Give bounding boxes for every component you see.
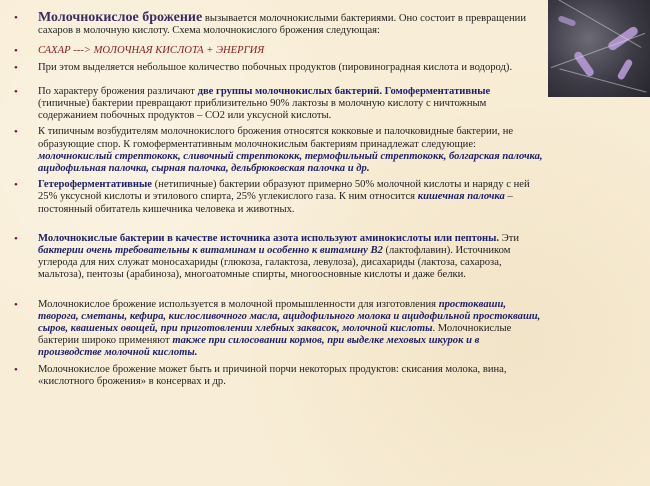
bullet-icon: • [14, 126, 18, 139]
bullet-icon: • [14, 363, 18, 376]
groups-text-1: По характеру брожения различают [38, 85, 198, 97]
nitrogen-paragraph [14, 233, 544, 282]
industry-text-2: . Молочнокислые бактерии широко применяют [38, 323, 512, 347]
nitrogen-bold: Молочнокислые бактерии в качестве источника азота используют аминокислоты или пептоны. [38, 232, 500, 244]
industry-text-1: Молочнокислое брожение используется в молочной промышленности для изготовления [38, 298, 439, 310]
bullet-icon: • [14, 12, 18, 24]
bullet-icon: • [14, 45, 18, 58]
hetero-text-1: (нетипичные) бактерии образуют примерно 50% молочной кислоты и наряду с ней 25% уксусной кислоты и этилового спирта, 25% углекислого газа. К ним относится [38, 179, 530, 203]
bullet-icon: • [14, 232, 18, 245]
hetero-species: кишечная палочка [417, 191, 505, 203]
spoilage-paragraph [14, 364, 544, 388]
bullet-icon: • [14, 298, 18, 311]
homo-text-1: К типичным возбудителям молочнокислого брожения относятся кокковые и палочковидные бактерии, не образующие спор. К гомоферментативным молочнокислым бактериям принадлежат следующие: [38, 126, 514, 150]
slide-body [14, 12, 544, 388]
bullet-icon: • [14, 61, 18, 74]
heading-term: Молочнокислое брожение [38, 10, 203, 25]
byproducts-paragraph [14, 62, 544, 74]
nitrogen-text-2: (лактофлавин). Источником углерода для них служат моносахариды (глюкоза, галактоза, левулоза), дисахариды (лактоза, сахароза, мальтоза), пентозы (арабиноза), многоатомные спирты, многоосновные кислоты и даже белки. [38, 245, 511, 281]
groups-paragraph [14, 86, 544, 123]
homofermentative-paragraph [14, 126, 544, 175]
hetero-bold: Гетероферментативные [38, 179, 152, 191]
nitrogen-text-1: Эти [499, 232, 519, 244]
groups-text-2: (типичные) бактерии превращают приблизительно 90% лактозы в молочную кислоту с ничтожным содержанием побочных продуктов – СО2 или уксусной кислоты. [38, 98, 487, 122]
bacteria-micrograph-icon [548, 0, 650, 97]
byproducts-text: При этом выделяется небольшое количество побочных продуктов (пировиноградная кислота и водород). [38, 61, 513, 73]
intro-paragraph [14, 12, 544, 37]
industry-applications: также при силосовании кормов, при выделке меховых шкурок и в производстве молочной кислоты. [38, 335, 480, 359]
vitamin-emphasis: бактерии очень требовательны к витаминам и особенно к витамину В2 [38, 245, 383, 257]
heterofermentative-paragraph [14, 179, 544, 216]
industry-products: простокваши, творога, сметаны, кефира, кислосливочного масла, ацидофильного молока и ацидофильной простокваши, сыров, квашеных овощей, при приготовлении хлебных заквасок, молочной кислоты [38, 298, 541, 335]
intro-text: вызывается молочнокислыми бактериями. Оно состоит в превращении сахаров в молочную кислоту. Схема молочнокислого брожения следующая: [38, 13, 527, 37]
scheme-paragraph [14, 45, 544, 57]
hetero-text-2: – постоянный обитатель кишечника человека и животных. [38, 191, 513, 215]
spoilage-text: Молочнокислое брожение может быть и причиной порчи некоторых продуктов: скисания молока, вина, «кислотного брожения» в консервах и др. [38, 363, 507, 387]
fermentation-scheme: САХАР ---> МОЛОЧНАЯ КИСЛОТА + ЭНЕРГИЯ [38, 45, 265, 57]
industry-paragraph [14, 299, 544, 360]
bullet-icon: • [14, 85, 18, 98]
groups-bold: две группы молочнокислых бактерий. Гомоферментативные [197, 85, 491, 97]
bullet-icon: • [14, 179, 18, 192]
homo-species-list: молочнокислый стрептококк, сливочный стрептококк, термофильный стрептококк, болгарская палочка, ацидофильная палочка, сырная палочка, дельбрюковская палочка и др. [38, 150, 543, 175]
